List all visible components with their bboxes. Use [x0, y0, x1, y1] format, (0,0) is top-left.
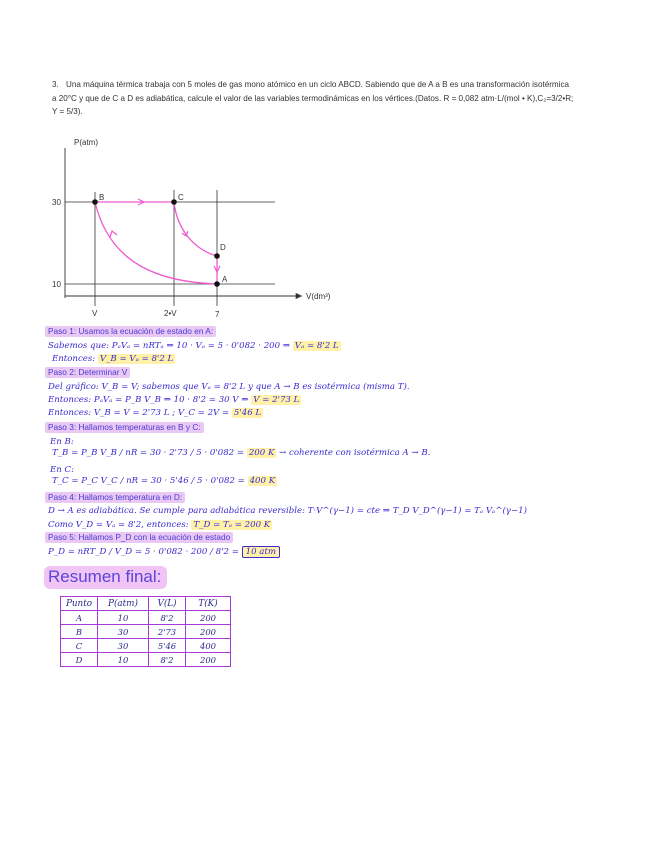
- header-punto: Punto: [61, 597, 98, 611]
- label-a: A: [222, 275, 228, 284]
- step3-b-head: En B:: [50, 437, 74, 447]
- tick-10: 10: [52, 280, 61, 289]
- tick-7: 7: [215, 310, 220, 319]
- tick-v: V: [92, 309, 98, 318]
- process-c-d: [174, 202, 217, 256]
- step2-line1: Del gráfico: V_B = V; sabemos que Vₐ = 8'2 L y que A → B es isotérmica (misma T).: [48, 382, 410, 392]
- step5-line1: P_D = nRT_D / V_D = 5 · 0'082 · 200 / 8'2 = 10 atm: [48, 546, 280, 558]
- label-d: D: [220, 243, 226, 252]
- problem-line-1: 3. Una máquina térmica trabaja con 5 moles de gas mono atómico en un ciclo ABCD. Sabiendo que de A a B es una transformación isotérmica: [52, 78, 612, 92]
- step4-line2: Como V_D = Vₐ = 8'2, entonces: T_D = Tₐ = 200 K: [48, 520, 271, 530]
- pv-diagram: [30, 130, 350, 320]
- step3-c-head: En C:: [50, 465, 75, 475]
- header-p: P(atm): [98, 597, 149, 611]
- problem-line-3: Y = 5/3).: [52, 107, 83, 116]
- step3-b-eq: T_B = P_B V_B / nR = 30 · 2'73 / 5 · 0'082 = 200 K → coherente con isotérmica A → B.: [52, 448, 431, 458]
- header-t: T(K): [186, 597, 231, 611]
- step1-label: Paso 1: Usamos la ecuación de estado en A:: [45, 326, 216, 337]
- step2-line2: Entonces: PₐVₐ = P_B V_B ⇒ 10 · 8'2 = 30 V ⇒ V = 2'73 L: [48, 395, 300, 405]
- step4-line1: D → A es adiabática. Se cumple para adiabática reversible: T·V^(γ−1) = cte ⇒ T_D V_D^(γ−1) = Tₐ Vₐ^(γ−1): [48, 506, 527, 516]
- step3-c-eq: T_C = P_C V_C / nR = 30 · 5'46 / 5 · 0'082 = 400 K: [52, 476, 276, 486]
- arrow-a-b: [110, 231, 117, 237]
- label-b: B: [99, 193, 105, 202]
- step3-label: Paso 3: Hallamos temperaturas en B y C:: [45, 422, 204, 433]
- summary-header-row: [61, 597, 231, 611]
- step1-line1: Sabemos que: PₐVₐ = nRTₐ ⇒ 10 · Vₐ = 5 · 0'082 · 200 ⇒ Vₐ = 8'2 L: [48, 341, 339, 351]
- step2-line3: Entonces: V_B = V = 2'73 L ; V_C = 2V = 5'46 L: [48, 408, 262, 418]
- step1-line2: Entonces: V_B = Vₐ = 8'2 L: [52, 354, 174, 364]
- vertex-b: [92, 199, 98, 205]
- summary-title: Resumen final:: [44, 566, 167, 589]
- x-axis-label: V(dm³): [306, 292, 331, 301]
- step2-label: Paso 2: Determinar V: [45, 367, 130, 378]
- header-v: V(L): [149, 597, 186, 611]
- vertex-c: [171, 199, 177, 205]
- table-row: B 30 2'73 200: [61, 625, 231, 639]
- summary-table: [60, 596, 231, 667]
- step5-label: Paso 5: Hallamos P_D con la ecuación de estado: [45, 532, 233, 543]
- problem-number: 3.: [52, 80, 59, 89]
- table-row: D 10 8'2 200: [61, 653, 231, 667]
- tick-2v: 2•V: [164, 309, 177, 318]
- step4-label: Paso 4: Hallamos temperatura en D:: [45, 492, 185, 503]
- vertex-d: [214, 253, 220, 259]
- y-axis-label: P(atm): [74, 138, 98, 147]
- tick-30: 30: [52, 198, 61, 207]
- table-row: C 30 5'46 400: [61, 639, 231, 653]
- process-a-b: [95, 202, 217, 284]
- vertex-a: [214, 281, 220, 287]
- label-c: C: [178, 193, 184, 202]
- problem-statement: [52, 78, 612, 119]
- table-row: A 10 8'2 200: [61, 611, 231, 625]
- problem-line-2: a 20°C y que de C a D es adiabática, calcule el valor de las variables termodinámicas en los vértices.(Datos. R = 0,082 atm·L/(mol • K),C₂=3/2•R;: [52, 93, 574, 103]
